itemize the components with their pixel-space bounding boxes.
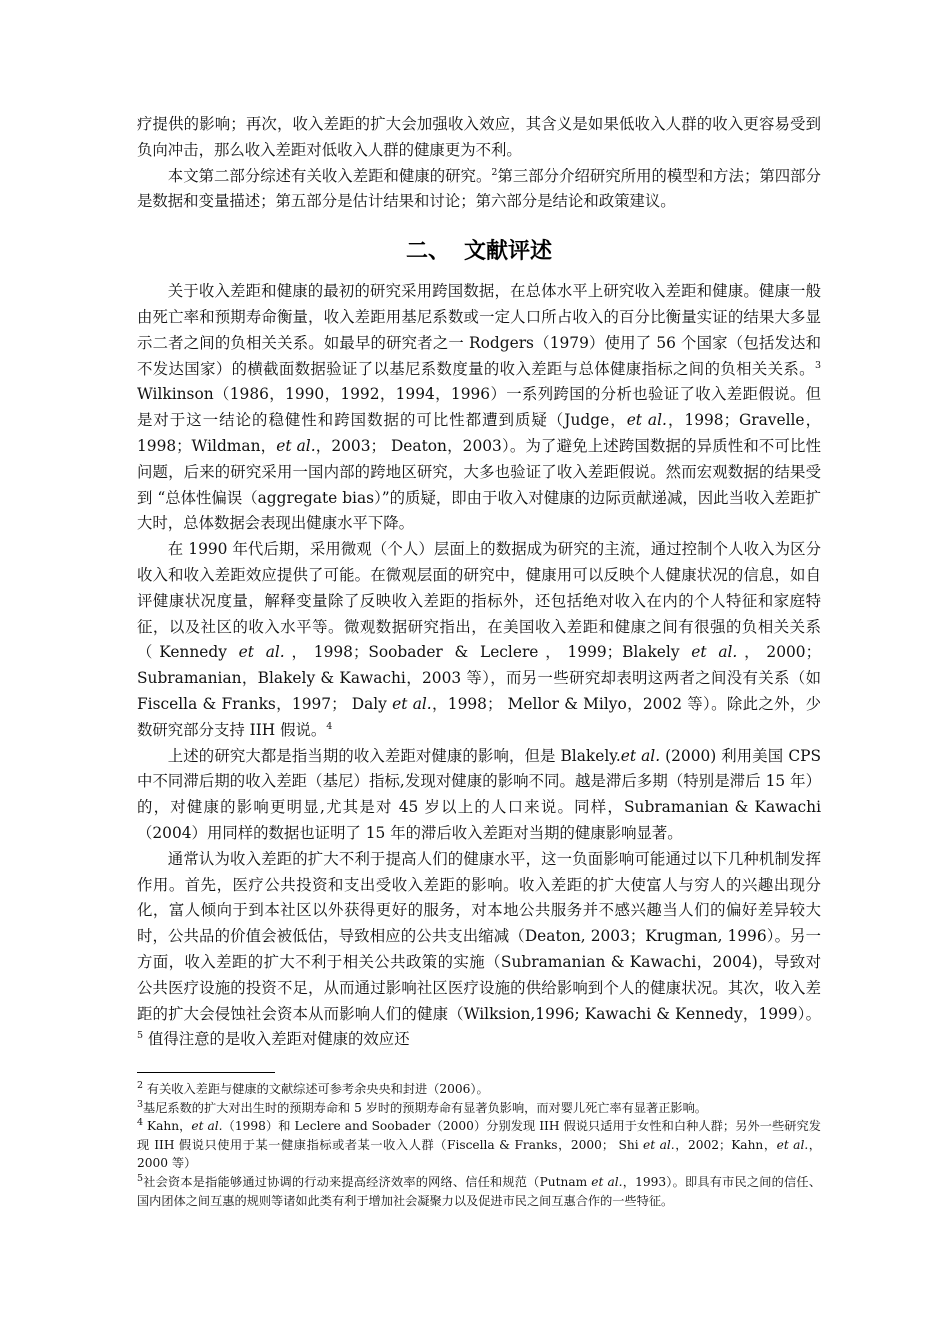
footnote-mark: 3 [137,1098,144,1110]
body-paragraph-2 [137,537,821,743]
etal: et al. [620,746,661,765]
para2-text-a: 在 1990 年代后期，采用微观（个人）层面上的数据成为研究的主流，通过控制个人收入为区分收入和收入差距效应提供了可能。在微观层面的研究中，健康用可以反映个人健康状况的信息，如自评健康状况度量，解释变量除了反映收入差距的指标外，还包括绝对收入在内的个人特征和家庭特征，以及社区的收入水平等。微观数据研究指出，在美国收入差距和健康之间有很强的负相关关系（Kennedy [137,540,821,662]
etal: et al. [691,643,738,662]
etal: et al. [191,1119,223,1134]
footnote-4 [137,1117,821,1173]
footnote-text: 社会资本是指能够通过协调的行动来提高经济效率的网络、信任和规范（Putnam [143,1174,592,1189]
footnote-ref-4[interactable]: 4 [326,720,333,732]
etal: et al. [276,436,316,455]
footnote-text: ，1993）。即具有市民之间的信任、国内团体之间互惠的规则等诸如此类有利于增加社会凝聚力以及促进市民之间互惠合作的一些特征。 [137,1174,822,1208]
para1-text-b: Wilkinson（1986，1990，1992，1994，1996）一系列跨国的分析也验证了收入差距假说。但是对于这一结论的稳健性和跨国数据的可比性都遭到质疑（Judge， [137,385,821,430]
para4-text-a: 通常认为收入差距的扩大不利于提高人们的健康水平，这一负面影响可能通过以下几种机制发挥作用。首先，医疗公共投资和支出受收入差距的影响。收入差距的扩大使富人与穷人的兴趣出现分化，富人倾向于到本社区以外获得更好的服务，对本地公共服务并不感兴趣当人们的偏好差异较大时，公共品的价值会被低估，导致相应的公共支出缩减（Deaton, 2003；Krugman, 1996）。另一方面，收入差距的扩大不利于相关公共政策的实施（Subramanian & Kawachi，2004)，导致对公共医疗设施的投资不足，从而通过影响社区医疗设施的供给影响到个人的健康状况。其次，收入差距的扩大会侵蚀社会资本从而影响人们的健康（Wilksion,1996; Kawachi & Kennedy，1999）。 [137,849,821,1023]
footnote-5 [137,1173,821,1210]
footnote-ref-5[interactable]: 5 [137,1030,144,1042]
para3-text-b: (2000) 利用美国 CPS 中不同滞后期的收入差距（基尼）指标,发现对健康的影响不同。越是滞后多期（特别是滞后 15 年）的，对健康的影响更明显,尤其是对 45 岁以上的人口来说。同样，Subramanian & Kawachi（2004）用同样的数据也证明了 15 年的滞后收入差距对当期的健康影响显著。 [137,746,821,842]
footnote-2 [137,1080,821,1099]
etal: et al. [626,411,667,430]
page-body [137,112,821,1053]
footnote-text: Kahn， [143,1119,192,1134]
section-number: 二、 [405,239,450,265]
footnotes [137,1080,821,1210]
body-paragraph-4 [137,847,821,1053]
intro-text-2a: 本文第二部分综述有关收入差距和健康的研究。 [167,166,492,185]
intro-text-2b: 第三部分介绍研究所用的模型和方法；第四部分是数据和变量描述；第五部分是估计结果和讨论；第六部分是结论和政策建议。 [137,166,821,211]
footnote-text: ，2000 等） [137,1137,821,1171]
footnote-mark: 5 [137,1172,144,1184]
para1-text-d: ，2003； Deaton，2003）。为了避免上述跨国数据的异质性和不可比性问题，后来的研究采用一国内部的跨地区研究，大多也验证了收入差距假说。然而宏观数据的结果受到 “总体性偏误（aggregate bias）”的质疑，即由于收入对健康的边际贡献递减，因此当收入差距扩大时，总体数据会表现出健康水平下降。 [137,436,821,533]
etal: et al. [238,643,285,662]
body-paragraph-1 [137,279,821,537]
para1-text-a: 关于收入差距和健康的最初的研究采用跨国数据，在总体水平上研究收入差距和健康。健康一般由死亡率和预期寿命衡量，收入差距用基尼系数或一定人口所占收入的百分比衡量实证的结果大多显示二者之间的负相关关系。如最早的研究者之一 Rodgers（1979）使用了 56 个国家（包括发达和不发达国家）的横截面数据验证了以基尼系数度量的收入差距与总体健康指标之间的负相关关系。 [137,282,821,378]
section-heading [137,235,821,269]
para1-text-c: ，1998；Gravelle，1998；Wildman， [137,411,821,455]
footnote-text: （1998）和 Leclere and Soobader（2000）分别发现 IIH 假说只适用于女性和白种人群；另外一些研究发现 IIH 假说只使用于某一健康指标或者某一收入人群（Fiscella & Franks，2000； Shi [137,1119,821,1152]
footnote-text: 有关收入差距与健康的文献综述可参考余央央和封进（2006）。 [143,1082,489,1096]
para2-text-d: ，1998； Mellor & Milyo，2002 等）。除此之外，少数研究部分支持 IIH 假说。 [137,694,821,739]
intro-paragraph-1 [137,112,821,164]
etal: et al. [643,1137,675,1152]
footnote-3 [137,1099,821,1118]
intro-text-1: 疗提供的影响；再次，收入差距的扩大会加强收入效应，其含义是如果低收入人群的收入更容易受到负向冲击，那么收入差距对低收入人群的健康更为不利。 [137,115,821,159]
etal: et al. [776,1137,809,1152]
para4-text-b: 值得注意的是收入差距对健康的效应还 [143,1030,410,1049]
footnote-text: 基尼系数的扩大对出生时的预期寿命和 5 岁时的预期寿命有显著负影响，而对婴儿死亡率有显著正影响。 [143,1100,707,1115]
footnote-separator [137,1072,275,1073]
footnote-ref-3[interactable]: 3 [814,359,821,371]
footnote-text: ，2002；Kahn， [674,1137,777,1152]
para2-text-c: ，2000； Subramanian，Blakely & Kawachi，2003 等），而另一些研究却表明这两者之间没有关系（如 Fiscella & Franks，1997； Daly [137,643,821,713]
section-title: 文献评述 [464,239,553,265]
footnote-mark: 2 [137,1079,144,1091]
etal: et al. [591,1174,623,1189]
etal: et al. [392,694,432,713]
footnote-ref-2[interactable]: 2 [491,166,498,178]
intro-paragraph-2 [137,164,821,216]
body-paragraph-3 [137,744,821,847]
para2-text-b: ，1998；Soobader & Leclere，1999；Blakely [284,643,692,662]
para3-text-a: 上述的研究大都是指当期的收入差距对健康的影响，但是 Blakely. [167,746,621,765]
footnote-mark: 4 [137,1117,144,1129]
